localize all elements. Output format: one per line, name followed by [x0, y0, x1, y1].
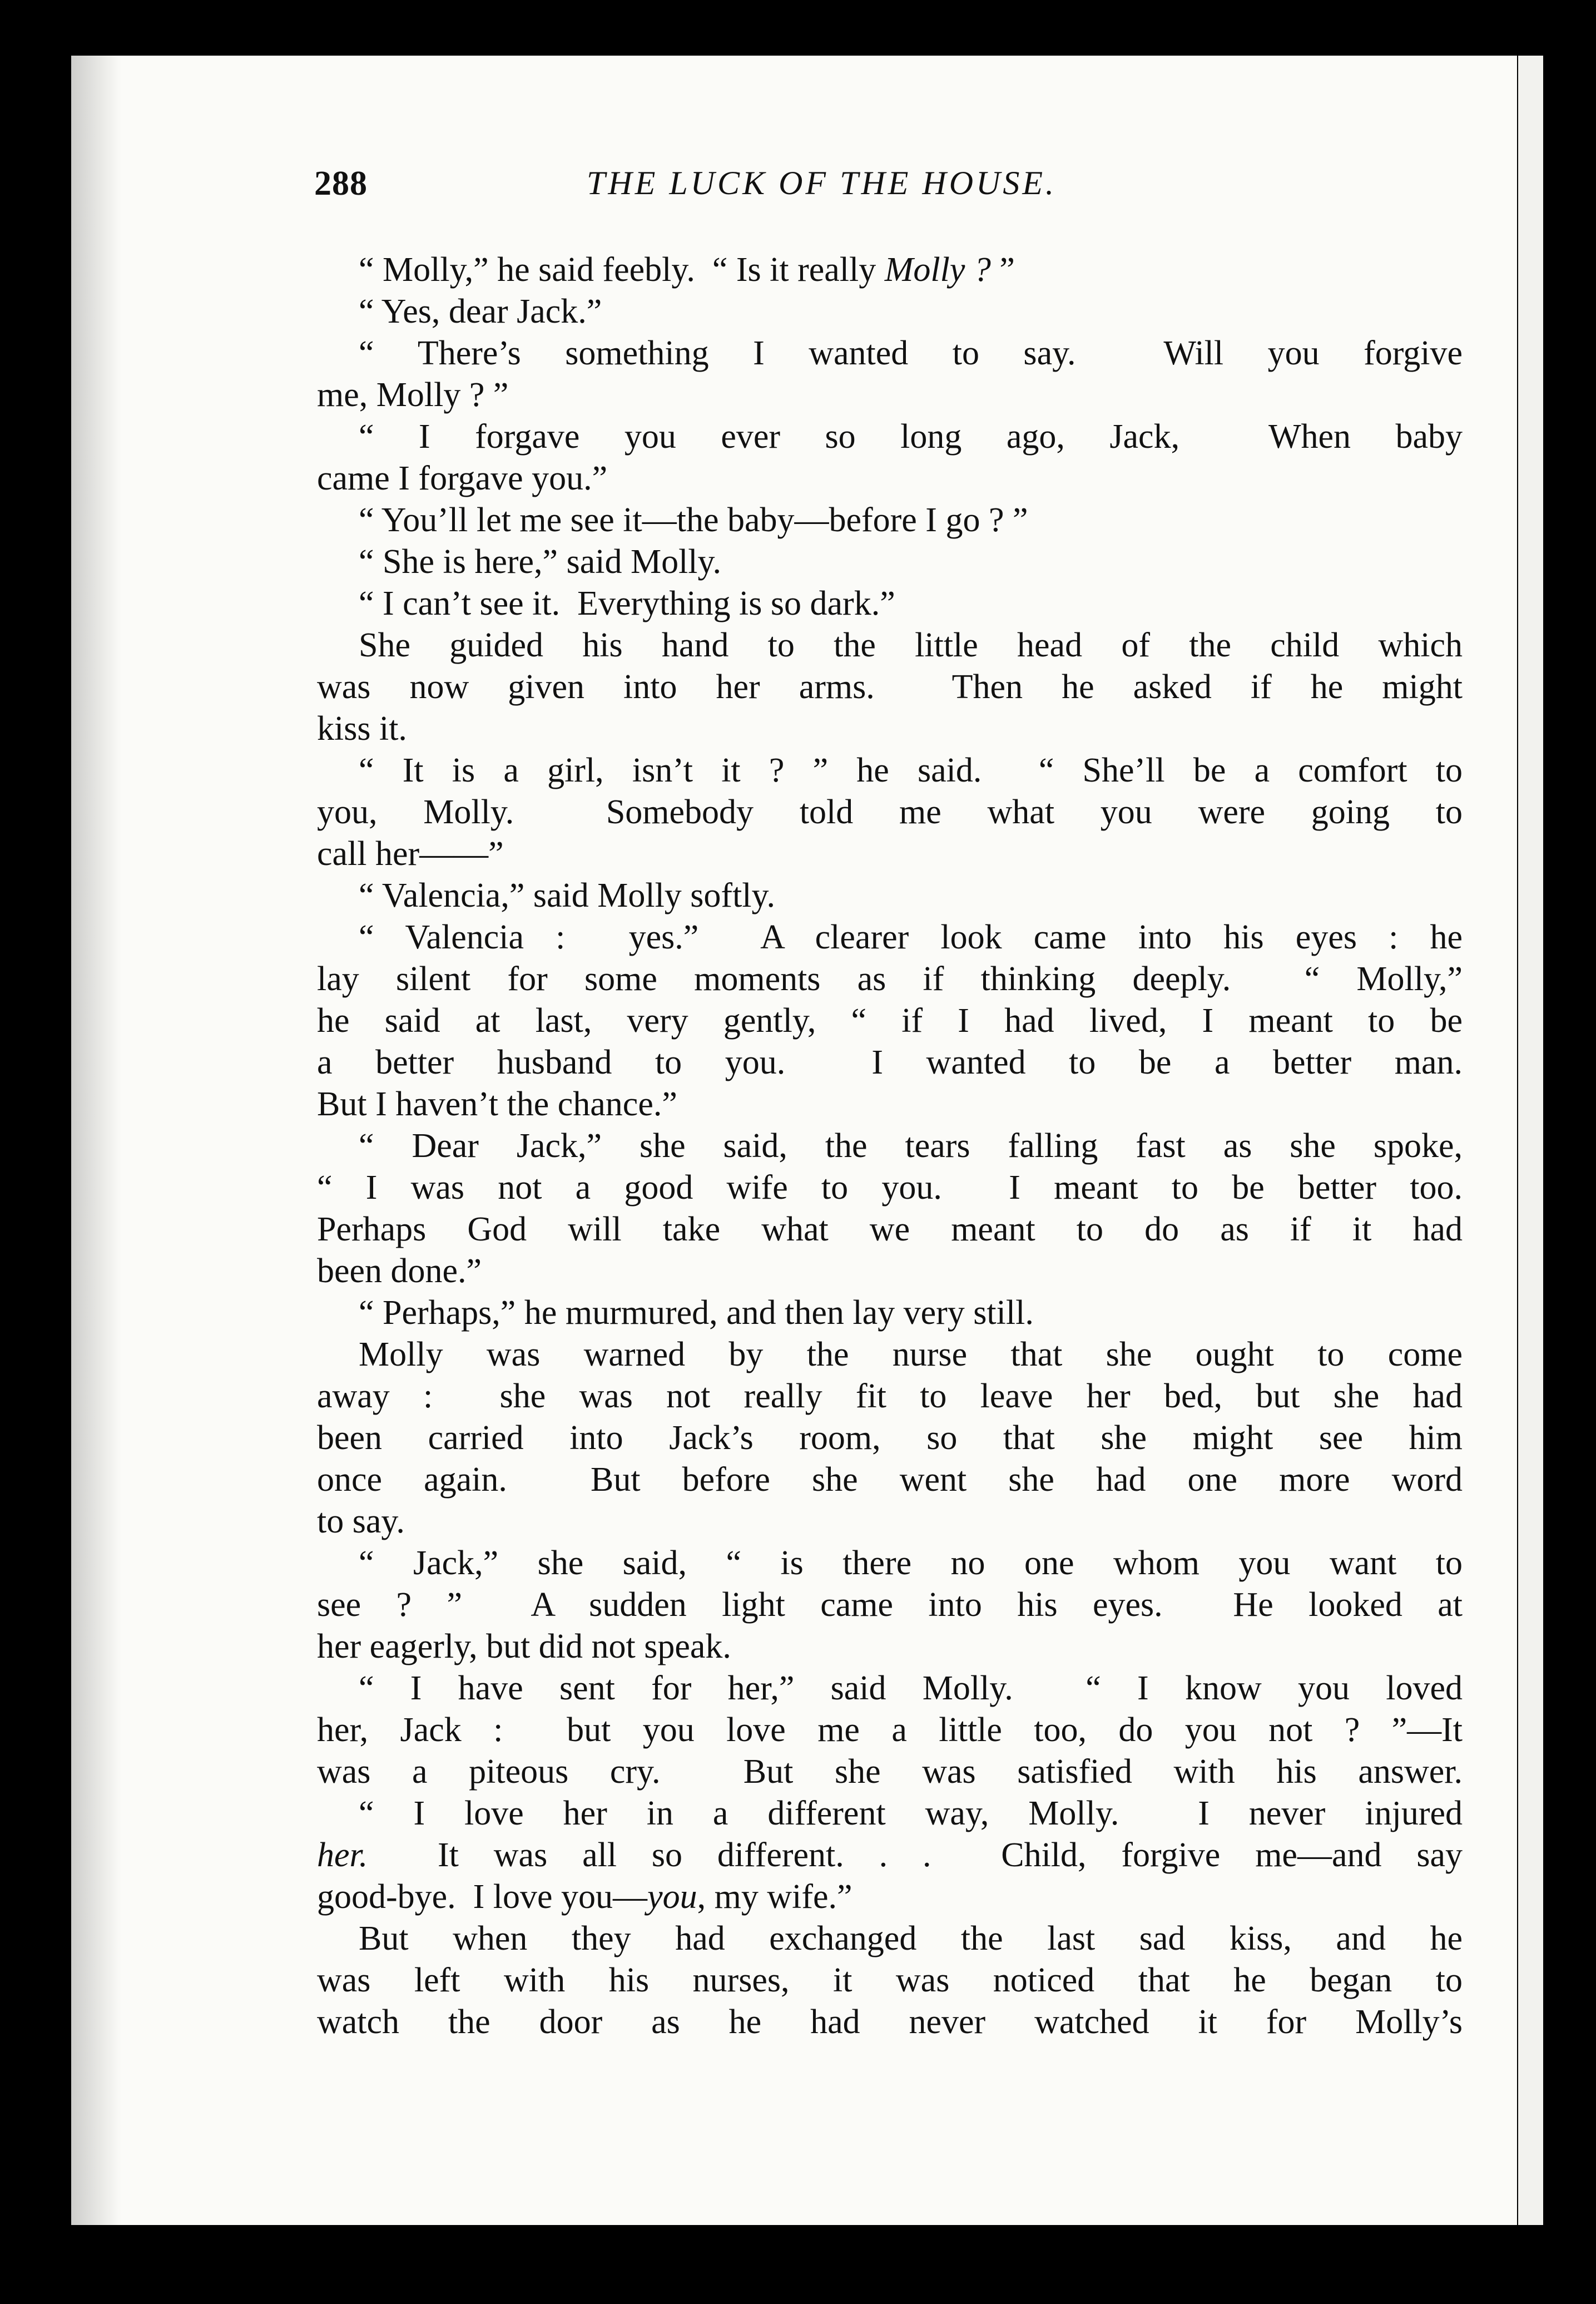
- page-header: [314, 164, 1463, 214]
- text-line-content: her, Jack : but you love me a little too, do you not ? ”—It: [317, 1711, 1463, 1749]
- text-line: [317, 1292, 1463, 1334]
- text-line-content: once again. But before she went she had one more word: [317, 1461, 1463, 1499]
- text-line: [317, 1042, 1463, 1084]
- text-line: [317, 1751, 1463, 1793]
- text-line-content: Perhaps God will take what we meant to do as if it had: [317, 1210, 1463, 1248]
- text-line: [317, 1709, 1463, 1751]
- text-line: [317, 500, 1463, 541]
- text-line: [317, 541, 1463, 583]
- italic-emphasis: Molly ?: [884, 251, 991, 289]
- text-line: [317, 1376, 1463, 1417]
- text-line: [317, 1084, 1463, 1125]
- text-line-content: came I forgave you.”: [317, 459, 608, 497]
- text-line-content: “ I can’t see it. Everything is so dark.”: [359, 585, 895, 622]
- text-line: [317, 1167, 1463, 1209]
- text-line-content: “ I have sent for her,” said Molly. “ I know you loved: [359, 1669, 1463, 1707]
- text-line-content: “ Molly,” he said feebly. “ Is it really: [359, 251, 885, 289]
- text-line: [317, 833, 1463, 875]
- text-line-content: was left with his nurses, it was noticed that he began to: [317, 1961, 1463, 1999]
- text-line: [317, 1960, 1463, 2001]
- text-line-continuation: It was all so different. . . Child, forgive me—and say: [368, 1836, 1463, 1874]
- italic-emphasis: her.: [317, 1836, 368, 1874]
- text-line-content: he said at last, very gently, “ if I had lived, I meant to be: [317, 1002, 1463, 1040]
- text-line-content: “ I was not a good wife to you. I meant to be better too.: [317, 1169, 1463, 1207]
- text-line: [317, 1459, 1463, 1501]
- text-line-content: lay silent for some moments as if thinking deeply. “ Molly,”: [317, 960, 1463, 998]
- text-line: [317, 1417, 1463, 1459]
- text-line-content: “ Valencia,” said Molly softly.: [359, 877, 775, 914]
- text-line: [317, 291, 1463, 333]
- text-line-content: “ You’ll let me see it—the baby—before I go ? ”: [359, 501, 1028, 539]
- text-line: [317, 249, 1463, 291]
- text-line-content: been done.”: [317, 1252, 482, 1290]
- text-line-content: to say.: [317, 1502, 405, 1540]
- text-line-content: “ I forgave you ever so long ago, Jack, When baby: [359, 418, 1463, 456]
- text-line-content: good-bye. I love you—: [317, 1878, 648, 1916]
- text-line: [317, 1626, 1463, 1668]
- text-line: [317, 1668, 1463, 1709]
- text-line-content: “ Dear Jack,” she said, the tears falling fast as she spoke,: [359, 1127, 1463, 1165]
- text-line: [317, 792, 1463, 833]
- text-line: [317, 1793, 1463, 1835]
- text-line-content: her eagerly, but did not speak.: [317, 1628, 731, 1665]
- text-line: [317, 1000, 1463, 1042]
- text-line: [317, 374, 1463, 416]
- text-line: [317, 958, 1463, 1000]
- text-line-content: you, Molly. Somebody told me what you were going to: [317, 793, 1463, 831]
- text-line-content: “ Valencia : yes.” A clearer look came into his eyes : he: [359, 918, 1463, 956]
- running-title: THE LUCK OF THE HOUSE.: [587, 165, 1057, 201]
- text-line: [317, 1209, 1463, 1250]
- text-line-content: Molly was warned by the nurse that she ought to come: [359, 1336, 1463, 1373]
- text-line: [317, 750, 1463, 792]
- text-line-content: kiss it.: [317, 710, 407, 748]
- text-line-content: was now given into her arms. Then he asked if he might: [317, 668, 1463, 706]
- text-line: [317, 625, 1463, 666]
- text-line-content: been carried into Jack’s room, so that she might see him: [317, 1419, 1463, 1457]
- text-line-content: “ There’s something I wanted to say. Will you forgive: [359, 334, 1463, 372]
- text-line: [317, 1835, 1463, 1876]
- text-line: [317, 1250, 1463, 1292]
- text-line: [317, 333, 1463, 374]
- text-line-content: “ Jack,” she said, “ is there no one whom you want to: [359, 1544, 1463, 1582]
- text-line-content: watch the door as he had never watched it for Molly’s: [317, 2003, 1463, 2041]
- italic-emphasis: you: [647, 1878, 697, 1916]
- text-line-continuation: , my wife.”: [697, 1878, 852, 1916]
- page-number: 288: [314, 165, 368, 202]
- text-line: [317, 708, 1463, 750]
- text-line: [317, 917, 1463, 958]
- text-line-content: “ I love her in a different way, Molly. I never injured: [359, 1794, 1463, 1832]
- text-line: [317, 1125, 1463, 1167]
- text-line-content: “ Yes, dear Jack.”: [359, 293, 602, 330]
- text-line-content: away : she was not really fit to leave her bed, but she had: [317, 1377, 1463, 1415]
- text-line-content: me, Molly ? ”: [317, 376, 509, 414]
- text-line: [317, 666, 1463, 708]
- text-line: [317, 583, 1463, 625]
- text-line: [317, 1918, 1463, 1960]
- text-line: [317, 1876, 1463, 1918]
- text-line-content: “ She is here,” said Molly.: [359, 543, 721, 581]
- page-gutter-shadow: [71, 56, 121, 2225]
- text-line: [317, 458, 1463, 500]
- text-line-content: But I haven’t the chance.”: [317, 1085, 677, 1123]
- text-line: [317, 416, 1463, 458]
- text-line: [317, 1334, 1463, 1376]
- text-line: [317, 875, 1463, 917]
- text-line-content: see ? ” A sudden light came into his eyes. He looked at: [317, 1586, 1463, 1624]
- text-line-content: call her——”: [317, 835, 504, 873]
- text-line: [317, 1584, 1463, 1626]
- text-line: [317, 2001, 1463, 2043]
- adjacent-page-edge: [1518, 56, 1543, 2225]
- text-line-content: She guided his hand to the little head of the child which: [359, 626, 1463, 664]
- text-line-continuation: ”: [990, 251, 1015, 289]
- text-line-content: “ It is a girl, isn’t it ? ” he said. “ She’ll be a comfort to: [359, 751, 1463, 789]
- text-line-content: was a piteous cry. But she was satisfied with his answer.: [317, 1753, 1463, 1791]
- text-line: [317, 1501, 1463, 1542]
- text-line-content: But when they had exchanged the last sad kiss, and he: [359, 1920, 1463, 1957]
- scan-border-bar: [1543, 72, 1564, 2186]
- text-line-content: a better husband to you. I wanted to be a better man.: [317, 1044, 1463, 1081]
- text-line: [317, 1542, 1463, 1584]
- text-line-content: “ Perhaps,” he murmured, and then lay very still.: [359, 1294, 1034, 1332]
- body-text: [317, 249, 1463, 2043]
